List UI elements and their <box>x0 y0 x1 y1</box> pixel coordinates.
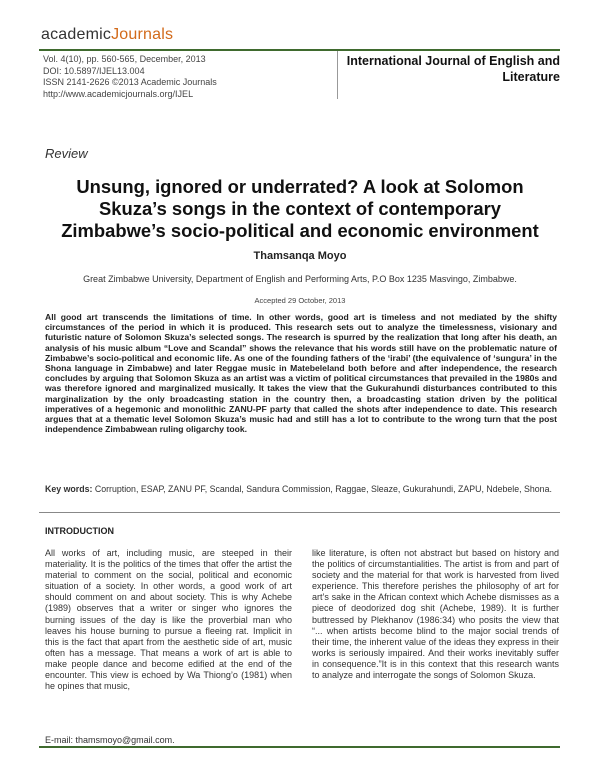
article-metadata <box>43 54 217 101</box>
article-type: Review <box>45 146 88 161</box>
section-divider <box>39 512 560 513</box>
keywords <box>45 483 557 495</box>
footer-bar <box>39 746 560 748</box>
author-email[interactable]: E-mail: thamsmoyo@gmail.com. <box>45 735 175 745</box>
section-heading: INTRODUCTION <box>45 526 114 536</box>
paper-title <box>40 176 560 242</box>
volume-info: Vol. 4(10), pp. 560-565, December, 2013 <box>43 54 206 64</box>
issn: ISSN 2141-2626 ©2013 Academic Journals <box>43 77 217 88</box>
body-column-left: All works of art, including music, are steeped in their materiality. It is the politics of the times that offer the artist the material to comment on the social, political and economic situation of a society. In other words, a good work of art should comment on and about society. This is why Achebe (1989) observes that a writer or singer who ignores the burning issues of the day is like the proverbial man who leaves his house burning to pursue a fleeing rat. Implicit in this is the fact that apart from the aesthetic side of art, music often has a message. That means a work of art is able to make people dance and become edified at the end of the encounter. This view is echoed by Wa Thiong’o (1981) when he opines that music, <box>45 548 292 692</box>
accepted-date: Accepted 29 October, 2013 <box>254 296 346 305</box>
header-divider <box>337 51 338 99</box>
abstract: All good art transcends the limitations of time. In other words, good art is timeless and not mediated by the shifty circumstances of the period in which it is produced. This research sets out to analyze the timelessness, visionary and futuristic nature of Solomon Skuza’s selected songs. The research is spurred by the realization that long after his death, an analysis of his music album “Love and Scandal” shows the relevance that his words still have on the problematic nature of Zimbabwe’s socio-political and economic life. As one of the founding fathers of the ‘irabi’ (the equivalence of ‘sungura’ in the Shona language in Zimbabwe) and later Reggae music in Matebeleland both before and after independence, the research concludes by arguing that Solomon Skuza as an artist was a victim of political circumstances that prevailed in the 1980s and was therefore ignored and marginalized musically. It takes the view that the Gukurahundi disturbances contributed to this marginalization by the only broadcasting station in the country then, a broadcasting station driven by the political imperatives of a hegemonic and monolithic ZANU-PF party that called the shots after independence to date. This research argues that at a thematic level Solomon Skuza’s music had and still has a lot to contribute to the wrong turn that the post independence Zimbabwean ruling oligarchy took. <box>45 312 557 435</box>
publisher-logo <box>41 26 173 44</box>
title-line2: Skuza’s songs in the context of contemporary <box>99 198 501 219</box>
journal-name-line2: Literature <box>502 70 560 84</box>
logo-part-journals: Journals <box>111 26 174 43</box>
journal-name-line1: International Journal of English and <box>346 54 560 68</box>
logo-part-academic: academic <box>41 26 112 43</box>
doi: DOI: 10.5897/IJEL13.004 <box>43 65 145 76</box>
title-line1: Unsung, ignored or underrated? A look at Solomon <box>76 176 524 197</box>
keywords-text: Corruption, ESAP, ZANU PF, Scandal, Sandura Commission, Raggae, Sleaze, Gukurahundi, ZAPU, Ndebele, Shona. <box>94 484 552 494</box>
author-affiliation: Great Zimbabwe University, Department of English and Performing Arts, P.O Box 1235 Masvingo, Zimbabwe. <box>83 274 517 284</box>
title-line3: Zimbabwe’s socio-political and economic environment <box>61 220 539 241</box>
journal-url[interactable]: http://www.academicjournals.org/IJEL <box>43 89 194 100</box>
journal-name <box>342 53 560 85</box>
author-name: Thamsanqa Moyo <box>253 250 347 262</box>
keywords-label: Key words: <box>45 484 93 494</box>
body-column-right: like literature, is often not abstract but based on history and the politics of circumstantialities. The artist is from and part of society and the material for that work is harvested from lived experience. This therefore perishes the philosophy of art for art’s sake in the African context which Achebe dismisses as a piece of deodorized dog shit (Achebe, 1989). It is further buttressed by Plekhanov (1986:34) who posits the view that “... when artists become blind to the major social trends of their time, the inherent value of the ideas they express in their works is seriously impaired. And their works inevitably suffer in consequence.”It is in this context that this research wants to analyze and interrogate the songs of Solomon Skuza. <box>312 548 559 681</box>
